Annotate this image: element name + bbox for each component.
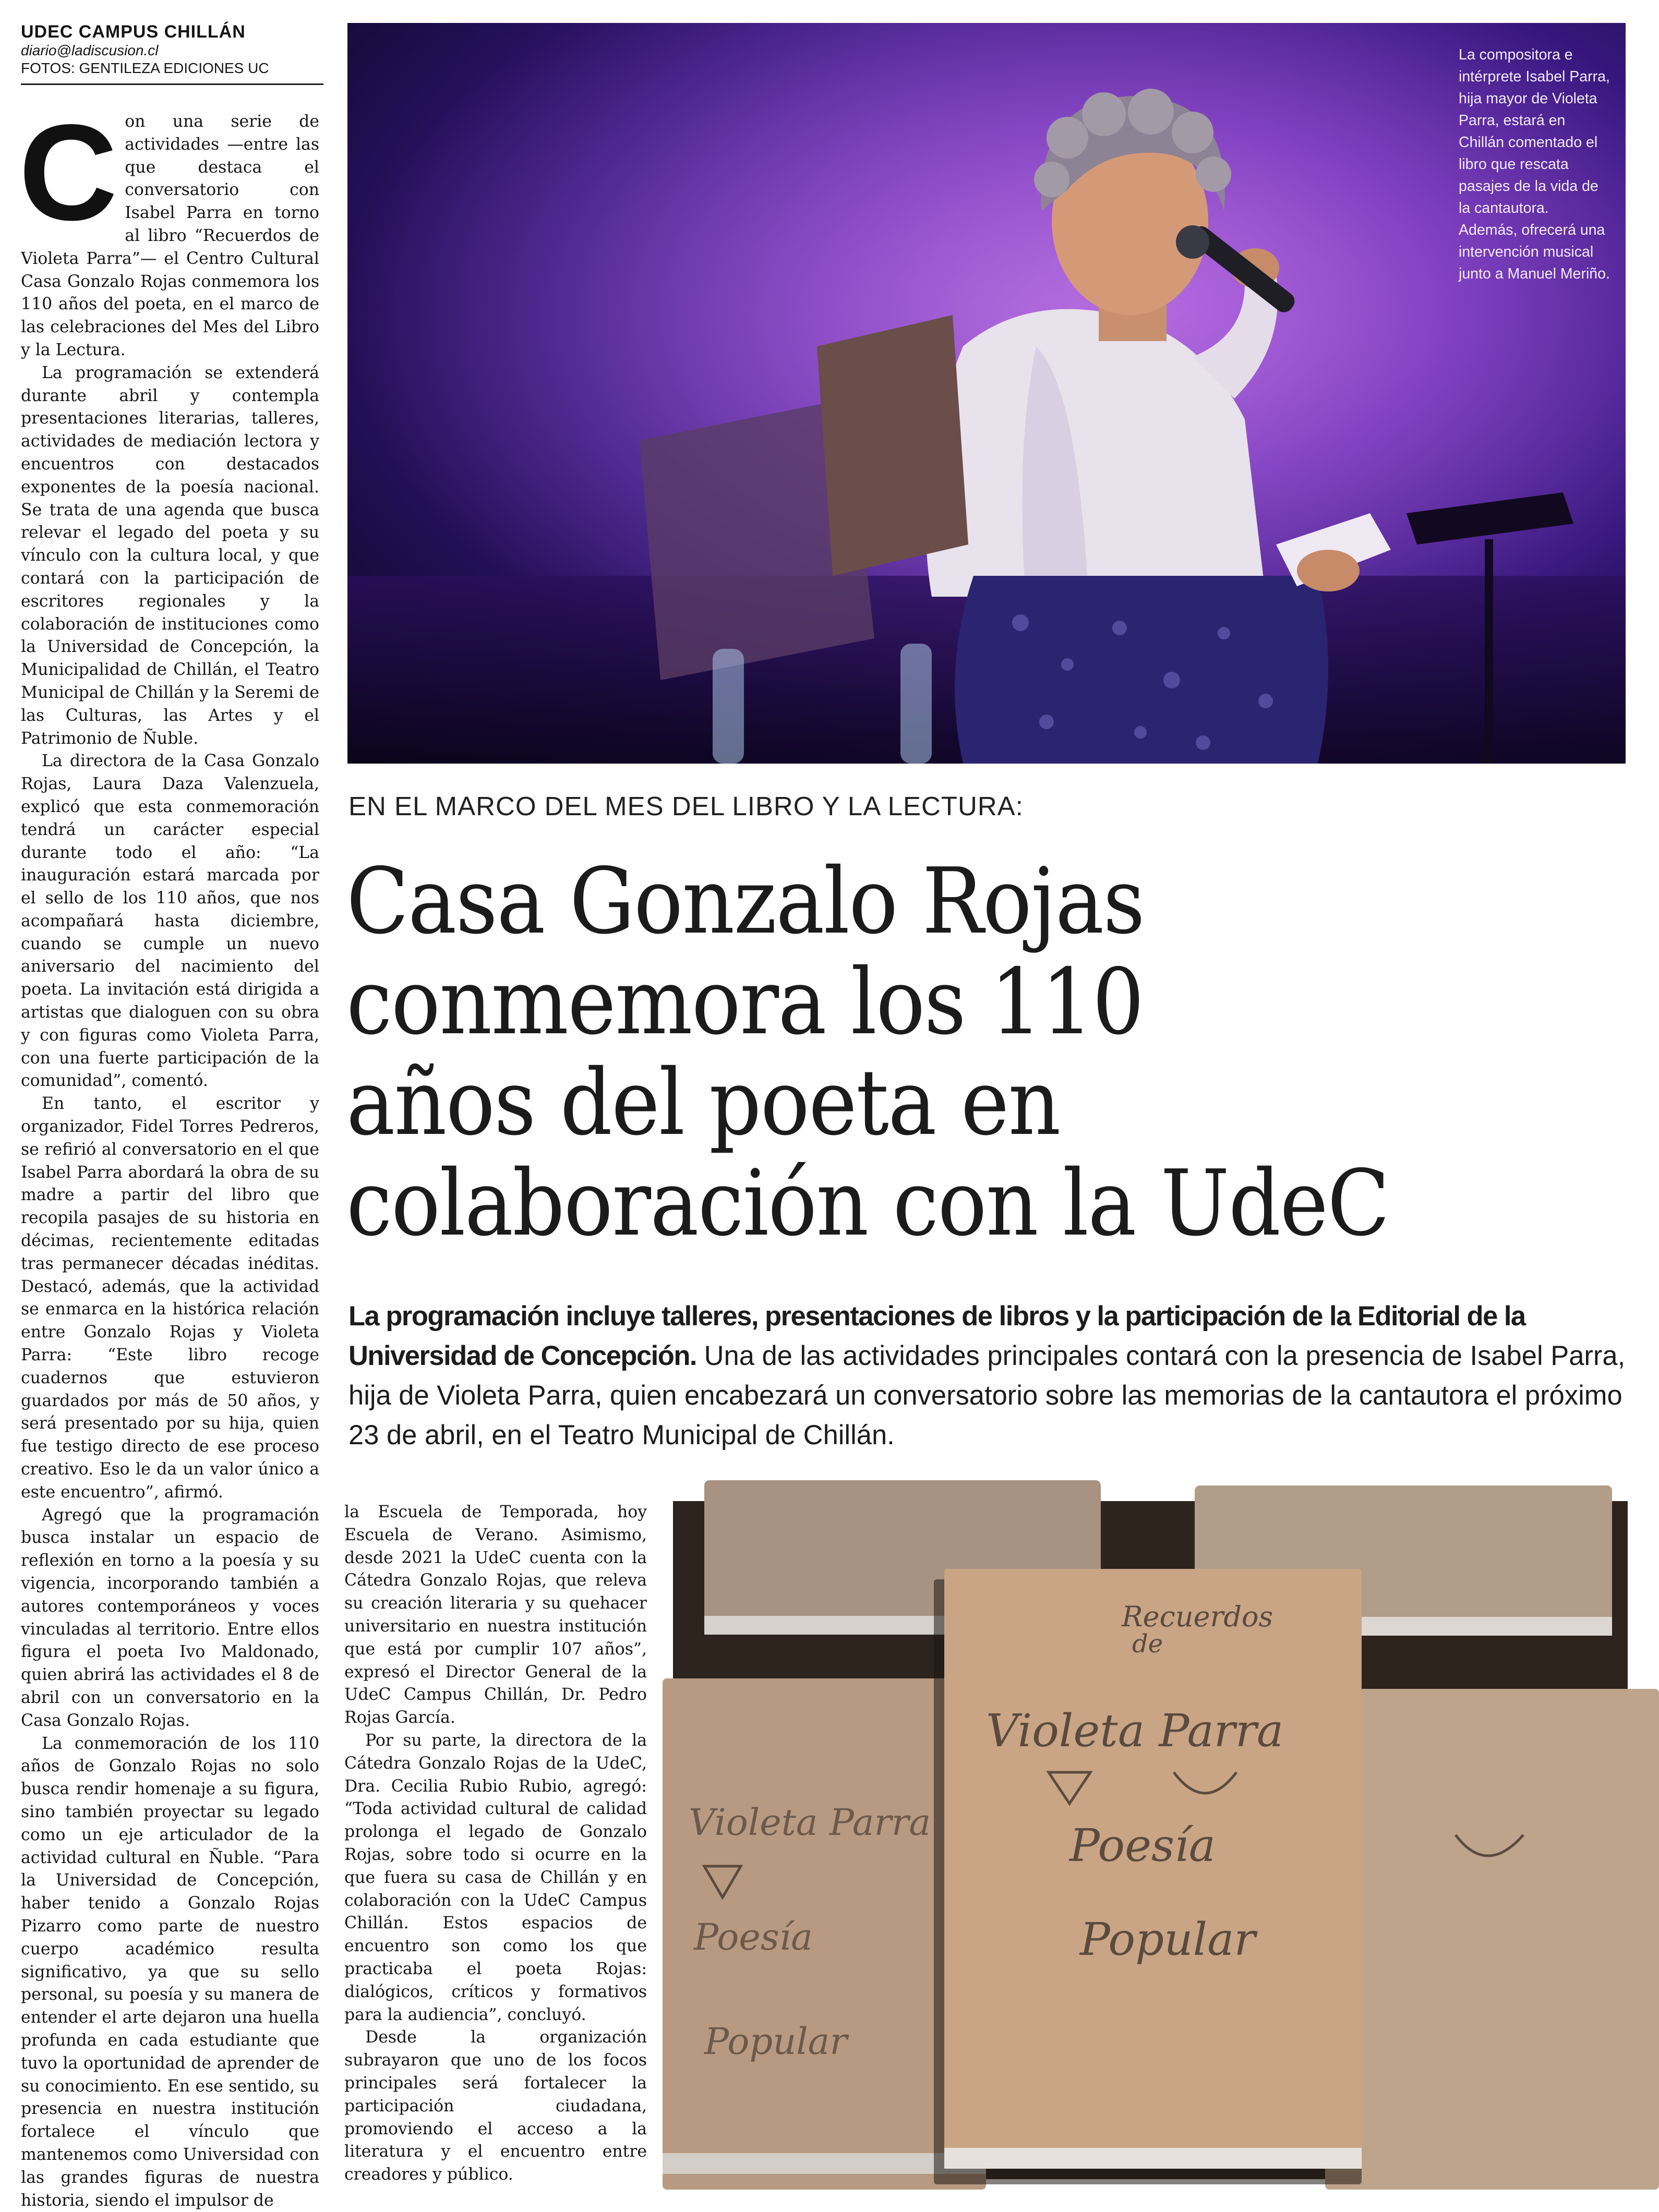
article-dek <box>348 1297 1632 1455</box>
section-label: UDEC CAMPUS CHILLÁN <box>21 22 246 42</box>
paragraph-1 <box>19 96 319 362</box>
paragraph-7: la Escuela de Temporada, hoy Escuela de Verano. Asimismo, desde 2021 la UdeC cuenta con la Cátedra Gonzalo Rojas, que releva su creación literaria y su quehacer universitario en nuestra institución que está por cumplir 107 años”, expresó el Director General de la UdeC Campus Chillán, Dr. Pedro Rojas García. <box>344 1503 647 1727</box>
header-rule <box>21 83 323 85</box>
headline-line: Casa Gonzalo Rojas <box>346 849 1145 954</box>
dek-bold: La programación incluye talleres, presentaciones de libros y la participación de la Editorial de la Universidad de Concepción. <box>348 1301 1525 1371</box>
paragraph-5: Agregó que la programación busca instalar un espacio de reflexión en torno a la poesía y su vigencia, incorporando también a autores contemporáneos y voces vinculadas al territorio. Entre ellos figura el poeta Ivo Maldonado, quien abrirá las actividades el 8 de abril con un conversatorio en la Casa Gonzalo Rojas. <box>21 1505 319 1730</box>
article-headline <box>346 851 1506 1254</box>
article-kicker: EN EL MARCO DEL MES DEL LIBRO Y LA LECTURA: <box>348 791 1024 821</box>
article-column-2 <box>344 1501 647 2184</box>
paragraph-2: La programación se extenderá durante abril y contempla presentaciones literarias, talleres, actividades de mediación lectora y encuentros con destacados exponentes de la poesía nacional. Se trata de una agenda que busca relevar el legado del poeta y su vínculo con la cultura local, y que contará con la participación de escritores regionales y la colaboración de instituciones como la Universidad de Concepción, la Municipalidad de Chillán, el Teatro Municipal de Chillán y la Seremi de las Culturas, las Artes y el Patrimonio de Ñuble. <box>21 363 319 748</box>
photo-isabel-parra <box>347 23 1626 764</box>
headline-line: conmemora los 110 <box>346 949 1144 1055</box>
contact-email[interactable]: diario@ladiscusion.cl <box>21 42 159 58</box>
photo-books <box>673 1501 1628 2179</box>
stage-photo-illustration <box>347 23 1626 764</box>
drop-cap: C <box>19 96 118 249</box>
paragraph-4: En tanto, el escritor y organizador, Fidel Torres Pedreros, se refirió al conversatorio en el que Isabel Parra abordará la obra de su madre a partir del libro que recopila pasajes de su historia en décimas, recientemente editadas tras permanecer décadas inéditas. Destacó, además, que la actividad se enmarca en la histórica relación entre Gonzalo Rojas y Violeta Parra: “Este libro recoge cuadernos que estuvieron guardados por más de 50 años, y será presentado por su hija, quien fue testigo directo de ese proceso creativo. Eso le da un valor único a este encuentro”, afirmó. <box>21 1094 319 1502</box>
cover-title-poesia: Poesía <box>1069 1820 1216 1872</box>
headline-line: colaboración con la UdeC <box>346 1151 1389 1256</box>
paragraph-8: Por su parte, la directora de la Cátedra Gonzalo Rojas de la UdeC, Dra. Cecilia Rubio Rubio, agregó: “Toda actividad cultural de calidad prolonga el legado de Gonzalo Rojas, sobre todo si ocurre en la que fuera su casa de Chillán y en colaboración con la UdeC Campus Chillán. Estos espacios de encuentro son como los que practicaba el poeta Rojas: dialógicos, críticos y formativos para la audiencia”, concluyó. <box>344 1731 647 2024</box>
cover-title-violeta-parra: Violeta Parra <box>986 1705 1284 1757</box>
paragraph-3: La directora de la Casa Gonzalo Rojas, Laura Daza Valenzuela, explicó que esta conmemoración tendrá un carácter especial durante todo el año: “La inauguración estará marcada por el sello de los 110 años, que nos acompañará hasta diciembre, cuando se cumple un nuevo aniversario del nacimiento del poeta. La invitación está dirigida a artistas que dialoguen con su obra y con figuras como Violeta Parra, con una fuerte participación de la comunidad”, comentó. <box>21 752 319 1091</box>
article-column-1 <box>19 96 319 2210</box>
cover-title-popular: Popular <box>1080 1914 1256 1966</box>
paragraph-1-text: on una serie de actividades —entre las que destaca el conversatorio con Isabel Parra en torno al libro “Recuerdos de Violeta Parra”— el Centro Cultural Casa Gonzalo Rojas conmemora los 110 años del poeta, en el marco de las celebraciones del Mes del Libro y la Lectura. <box>21 112 319 359</box>
cover-title-recuerdos: Recuerdos <box>1122 1600 1273 1633</box>
cover-title-de: de <box>1132 1629 1163 1659</box>
dek-regular: Una de las actividades principales contará con la presencia de Isabel Parra, hija de Violeta Parra, quien encabezará un conversatorio sobre las memorias de la cantautora el próximo 23 de abril, en el Teatro Municipal de Chillán. <box>348 1340 1626 1451</box>
left-cover-poesia: Poesía <box>694 1916 813 1959</box>
paragraph-9: Desde la organización subrayaron que uno de los focos principales será fortalecer la participación ciudadana, promoviendo el acceso a la literatura y el encuentro entre creadores y público. <box>344 2028 647 2184</box>
books-photo-illustration <box>673 1501 1628 2179</box>
photo-caption: La compositora e intérprete Isabel Parra, hija mayor de Violeta Parra, estará en Chillán comentado el libro que rescata pasajes de la vida de la cantautora. Además, ofrecerá una intervención musical junto a Manuel Meriño. <box>1459 46 1610 282</box>
paragraph-6: La conmemoración de los 110 años de Gonzalo Rojas no solo busca rendir homenaje a su figura, sino también proyectar su legado como un eje articulador de la actividad cultural en Ñuble. “Para la Universidad de Concepción, haber tenido a Gonzalo Rojas Pizarro como parte de nuestro cuerpo académico resulta significativo, ya que su sello personal, su poesía y su manera de entender el arte dejaron una huella profunda en cada estudiante que tuvo la oportunidad de aprender de su conocimiento. En ese sentido, su presencia en nuestra institución fortalece el vínculo que mantenemos como Universidad con las grandes figuras de nuestra historia, siendo el impulsor de <box>21 1734 319 2210</box>
left-cover-popular: Popular <box>704 2020 847 2063</box>
left-cover-title: Violeta Parra <box>689 1801 931 1844</box>
headline-line: años del poeta en <box>346 1050 1060 1156</box>
photo-credits: FOTOS: GENTILEZA EDICIONES UC <box>21 60 269 76</box>
section-header <box>21 22 323 85</box>
